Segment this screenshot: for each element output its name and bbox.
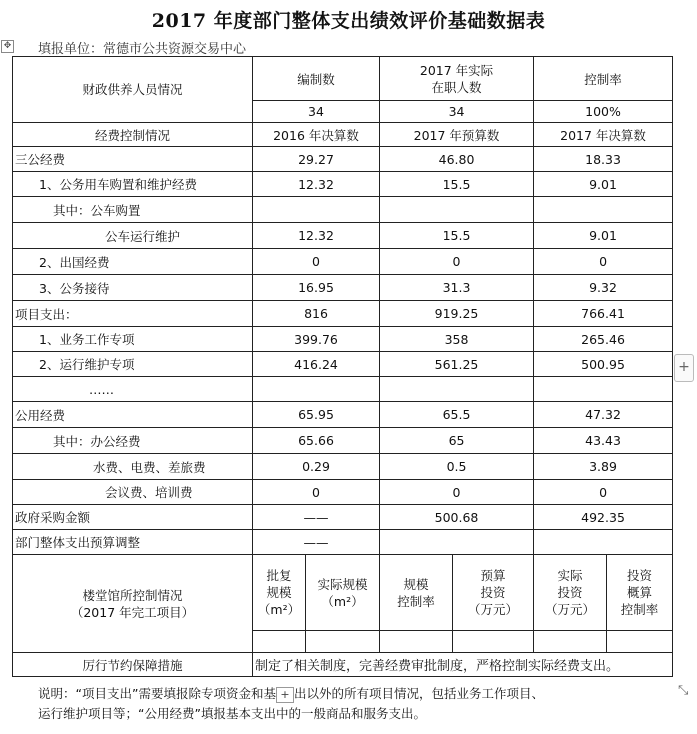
note-line1 xyxy=(38,684,678,704)
table-row xyxy=(13,223,673,249)
row-value-2016: 29.27 xyxy=(253,147,380,172)
actual-investment-header xyxy=(534,555,607,631)
performance-data-table xyxy=(12,56,673,677)
row-label: 公车运行维护 xyxy=(13,223,253,249)
row-value-2017-final: 9.32 xyxy=(534,275,673,301)
row-value-2017-final: 9.01 xyxy=(534,172,673,197)
table-row xyxy=(13,377,673,402)
budget-investment-line3: （万元） xyxy=(468,602,519,617)
row-value-2017-budget xyxy=(380,530,534,555)
table-row xyxy=(13,197,673,223)
col-bianzhi-header: 编制数 xyxy=(253,57,380,101)
row-value-2017-final: 500.95 xyxy=(534,352,673,377)
estimate-rate-line2: 概算 xyxy=(627,585,653,600)
row-value-2017-budget: 15.5 xyxy=(380,172,534,197)
table-row xyxy=(13,275,673,301)
row-value-2017-final xyxy=(534,377,673,402)
row-value-2017-final: 492.35 xyxy=(534,505,673,530)
row-value-2016: —— xyxy=(253,530,380,555)
row-value-2017-final: 0 xyxy=(534,249,673,275)
table-note xyxy=(38,684,678,724)
row-value-2017-budget xyxy=(380,197,534,223)
row-label: 部门整体支出预算调整 xyxy=(13,530,253,555)
note-line1-part1: 说明：“项目支出”需要填报除专项资金和基 xyxy=(38,686,276,701)
scale-rate-line1: 规模 xyxy=(403,576,429,592)
building-label-line1: 楼堂馆所控制情况 xyxy=(82,587,183,603)
table-row xyxy=(13,147,673,172)
frugal-measures-row xyxy=(13,653,673,677)
budget-investment-value xyxy=(453,631,534,653)
approved-scale-line2: 规模 xyxy=(266,585,292,600)
building-label-line2: （2017 年完工项目） xyxy=(70,604,195,620)
row-value-2017-final: 265.46 xyxy=(534,327,673,352)
row-value-2016 xyxy=(253,197,380,223)
rate-value: 100% xyxy=(534,101,673,123)
actual-scale-value xyxy=(306,631,380,653)
actual-scale-line1: 实际规模 xyxy=(317,576,368,592)
budget-header-row xyxy=(13,123,673,147)
table-row xyxy=(13,505,673,530)
table-row xyxy=(13,327,673,352)
actual-staff-value: 34 xyxy=(380,101,534,123)
page-title: 2017 年度部门整体支出绩效评价基础数据表 xyxy=(151,10,546,32)
row-value-2017-budget: 0.5 xyxy=(380,454,534,480)
row-label: 其中：办公经费 xyxy=(13,428,253,454)
row-label: 其中：公车购置 xyxy=(13,197,253,223)
row-label: 3、公务接待 xyxy=(13,275,253,301)
note-line2: 运行维护项目等；“公用经费”填报基本支出中的一般商品和服务支出。 xyxy=(38,706,426,721)
add-row-icon[interactable]: + xyxy=(276,687,294,703)
table-row xyxy=(13,402,673,428)
investment-estimate-rate-value xyxy=(607,631,673,653)
budget-col1-header: 2016 年决算数 xyxy=(253,123,380,147)
scale-control-rate-header xyxy=(380,555,453,631)
table-row xyxy=(13,530,673,555)
row-label: 三公经费 xyxy=(13,147,253,172)
row-value-2016: —— xyxy=(253,505,380,530)
reporting-unit: 填报单位：常德市公共资源交易中心 xyxy=(38,42,247,57)
estimate-rate-line1: 投资 xyxy=(627,568,653,583)
building-control-label xyxy=(13,555,253,653)
budget-investment-line1: 预算 xyxy=(480,568,506,583)
row-value-2016: 399.76 xyxy=(253,327,380,352)
row-label: 2、运行维护专项 xyxy=(13,352,253,377)
row-value-2016: 12.32 xyxy=(253,223,380,249)
row-value-2017-budget: 46.80 xyxy=(380,147,534,172)
row-value-2017-budget: 561.25 xyxy=(380,352,534,377)
row-value-2017-final xyxy=(534,197,673,223)
bianzhi-value: 34 xyxy=(253,101,380,123)
table-row xyxy=(13,454,673,480)
row-label: …… xyxy=(13,377,253,402)
row-value-2017-final: 18.33 xyxy=(534,147,673,172)
row-value-2016: 816 xyxy=(253,301,380,327)
row-label: 2、出国经费 xyxy=(13,249,253,275)
frugal-measures-label: 厉行节约保障措施 xyxy=(13,653,253,677)
actual-scale-line2: （m²） xyxy=(321,593,364,609)
table-row xyxy=(13,249,673,275)
row-value-2017-final xyxy=(534,530,673,555)
frugal-measures-text: 制定了相关制度，完善经费审批制度，严格控制实际经费支出。 xyxy=(253,653,673,677)
row-value-2017-final: 43.43 xyxy=(534,428,673,454)
row-label: 水费、电费、差旅费 xyxy=(13,454,253,480)
row-value-2017-budget xyxy=(380,377,534,402)
row-value-2017-final: 9.01 xyxy=(534,223,673,249)
row-value-2017-budget: 358 xyxy=(380,327,534,352)
row-value-2017-final: 766.41 xyxy=(534,301,673,327)
col-rate-header: 控制率 xyxy=(534,57,673,101)
actual-investment-line2: 投资 xyxy=(557,585,583,600)
table-row xyxy=(13,428,673,454)
table-row xyxy=(13,352,673,377)
approved-scale-line1: 批复 xyxy=(266,568,292,583)
actual-investment-value xyxy=(534,631,607,653)
budget-investment-header xyxy=(453,555,534,631)
row-value-2017-budget: 65.5 xyxy=(380,402,534,428)
row-value-2017-budget: 31.3 xyxy=(380,275,534,301)
approved-scale-value xyxy=(253,631,306,653)
row-value-2016: 12.32 xyxy=(253,172,380,197)
building-control-row xyxy=(13,555,673,631)
row-value-2017-budget: 0 xyxy=(380,480,534,505)
row-label: 1、公务用车购置和维护经费 xyxy=(13,172,253,197)
note-line1-part2: 出以外的所有项目情况，包括业务工作项目、 xyxy=(293,686,544,701)
row-value-2016: 16.95 xyxy=(253,275,380,301)
row-value-2016: 0 xyxy=(253,480,380,505)
investment-estimate-rate-header xyxy=(607,555,673,631)
row-value-2017-budget: 65 xyxy=(380,428,534,454)
table-row xyxy=(13,172,673,197)
col-actual-line2: 在职人数 xyxy=(431,79,482,95)
budget-label: 经费控制情况 xyxy=(13,123,253,147)
budget-col3-header: 2017 年决算数 xyxy=(534,123,673,147)
row-value-2016: 416.24 xyxy=(253,352,380,377)
row-label: 1、业务工作专项 xyxy=(13,327,253,352)
table-resize-icon[interactable]: ⤡ xyxy=(678,683,689,698)
row-value-2016 xyxy=(253,377,380,402)
row-value-2017-budget: 0 xyxy=(380,249,534,275)
row-value-2017-final: 0 xyxy=(534,480,673,505)
staffing-header-row xyxy=(13,57,673,101)
row-label: 公用经费 xyxy=(13,402,253,428)
row-value-2017-budget: 919.25 xyxy=(380,301,534,327)
row-label: 项目支出： xyxy=(13,301,253,327)
row-value-2016: 65.66 xyxy=(253,428,380,454)
col-actual-header xyxy=(380,57,534,101)
row-value-2017-budget: 500.68 xyxy=(380,505,534,530)
row-value-2017-budget: 15.5 xyxy=(380,223,534,249)
row-value-2017-final: 47.32 xyxy=(534,402,673,428)
add-column-icon[interactable]: + xyxy=(674,354,694,382)
row-value-2016: 0.29 xyxy=(253,454,380,480)
staffing-label: 财政供养人员情况 xyxy=(13,57,253,123)
actual-scale-header xyxy=(306,555,380,631)
scale-control-rate-value xyxy=(380,631,453,653)
budget-investment-line2: 投资 xyxy=(480,585,506,600)
row-label: 政府采购金额 xyxy=(13,505,253,530)
budget-col2-header: 2017 年预算数 xyxy=(380,123,534,147)
approved-scale-header xyxy=(253,555,306,631)
row-label: 会议费、培训费 xyxy=(13,480,253,505)
row-value-2016: 65.95 xyxy=(253,402,380,428)
approved-scale-line3: （m²） xyxy=(257,602,301,617)
table-row xyxy=(13,480,673,505)
actual-investment-line1: 实际 xyxy=(557,568,583,583)
col-actual-line1: 2017 年实际 xyxy=(419,62,494,78)
estimate-rate-line3: 控制率 xyxy=(620,602,659,617)
table-row xyxy=(13,301,673,327)
table-move-handle-icon[interactable]: ✥ xyxy=(1,40,14,53)
scale-rate-line2: 控制率 xyxy=(397,593,435,609)
row-value-2017-final: 3.89 xyxy=(534,454,673,480)
row-value-2016: 0 xyxy=(253,249,380,275)
actual-investment-line3: （万元） xyxy=(545,602,596,617)
